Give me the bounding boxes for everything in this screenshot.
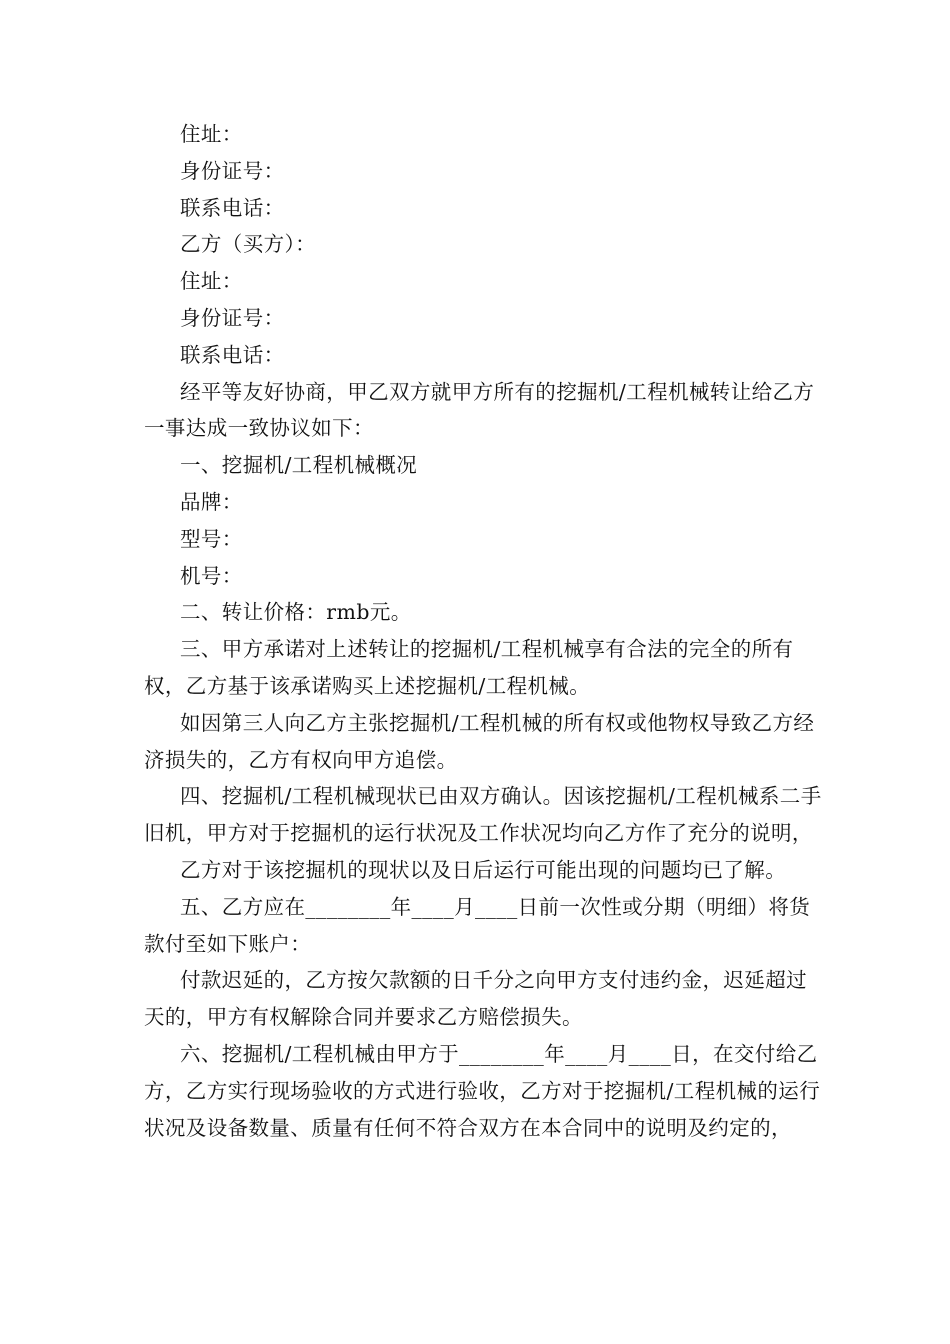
clause-4-condition: 四、挖掘机/工程机械现状已由双方确认。因该挖掘机/工程机械系二手旧机，甲方对于挖掘机的运行状况及工作状况均向乙方作了充分的说明， — [144, 784, 822, 846]
agreement-preamble: 经平等友好协商，甲乙双方就甲方所有的挖掘机/工程机械转让给乙方一事达成一致协议如下： — [144, 379, 815, 441]
clause-6-delivery: 六、挖掘机/工程机械由甲方于________年____月____日，在交付给乙方，乙方实行现场验收的方式进行验收，乙方对于挖掘机/工程机械的运行状况及设备数量、质量有任何不符合双方在本合同中的说明及约定的， — [144, 1041, 821, 1140]
buyer-phone-line: 联系电话： — [180, 342, 285, 367]
buyer-id-number-line: 身份证号： — [180, 305, 285, 330]
clause-3-ownership: 三、甲方承诺对上述转让的挖掘机/工程机械享有合法的完全的所有权，乙方基于该承诺购买上述挖掘机/工程机械。 — [144, 637, 794, 698]
seller-phone-line: 联系电话： — [180, 195, 285, 220]
buyer-heading-line: 乙方（买方）： — [180, 232, 317, 257]
clause-1-heading: 一、挖掘机/工程机械概况 — [180, 453, 418, 478]
clause-4-acknowledgement: 乙方对于该挖掘机的现状以及日后运行可能出现的问题均已了解。 — [180, 857, 787, 882]
clause-3-third-party: 如因第三人向乙方主张挖掘机/工程机械的所有权或他物权导致乙方经济损失的，乙方有权向甲方追偿。 — [144, 710, 815, 772]
buyer-address-line: 住址： — [180, 269, 243, 294]
brand-line: 品牌： — [180, 489, 243, 514]
seller-address-line: 住址： — [180, 122, 243, 146]
seller-id-number-line: 身份证号： — [180, 158, 285, 183]
clause-2-price: 二、转让价格：rmb元。 — [180, 600, 412, 625]
model-line: 型号： — [180, 526, 243, 551]
machine-number-line: 机号： — [180, 563, 243, 588]
clause-5-payment: 五、乙方应在________年____月____日前一次性或分期（明细）将货款付至如下账户： — [144, 894, 811, 956]
clause-5-late-payment: 付款迟延的，乙方按欠款额的日千分之向甲方支付违约金，迟延超过天的，甲方有权解除合同并要求乙方赔偿损失。 — [144, 968, 807, 1030]
contract-body — [144, 116, 824, 1146]
